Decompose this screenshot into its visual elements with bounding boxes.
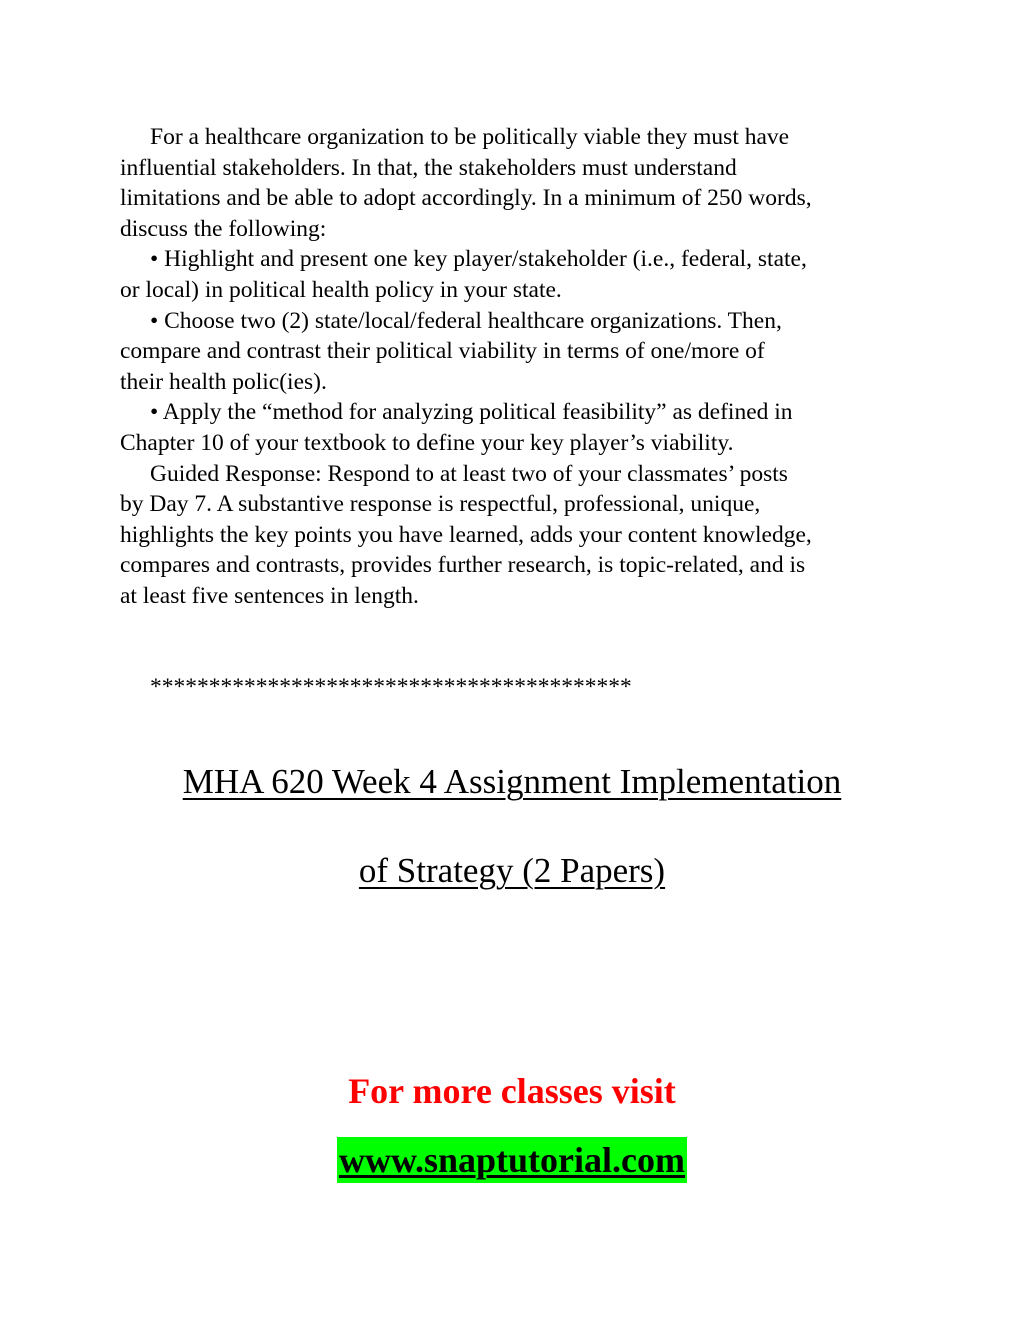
paragraph-line: discuss the following:	[120, 215, 327, 242]
bullet-line: • Highlight and present one key player/stakeholder (i.e., federal, state,	[150, 246, 807, 273]
website-link[interactable]: www.snaptutorial.com	[337, 1137, 687, 1183]
promo-text: For more classes visit	[348, 1071, 676, 1111]
assignment-title-text: MHA 620 Week 4 Assignment Implementation	[182, 762, 842, 801]
bullet-line: • Choose two (2) state/local/federal healthcare organizations. Then,	[150, 307, 782, 334]
paragraph-line: limitations and be able to adopt accordingly. In a minimum of 250 words,	[120, 185, 812, 212]
paragraph-line: For a healthcare organization to be politically viable they must have	[150, 124, 790, 150]
assignment-title-line-2	[0, 849, 1024, 893]
paragraph-line: compares and contrasts, provides further research, is topic-related, and is	[120, 552, 806, 579]
paragraph-line: at least five sentences in length.	[120, 582, 419, 609]
assignment-title-text: of Strategy (2 Papers)	[358, 851, 666, 890]
paragraph-line: Chapter 10 of your textbook to define your key player’s viability.	[120, 429, 734, 456]
bullet-line: • Apply the “method for analyzing political feasibility” as defined in	[150, 399, 793, 426]
separator-stars: *****************************************	[150, 674, 632, 700]
website-link-container	[0, 1137, 1024, 1183]
paragraph-line: their health polic(ies).	[120, 368, 327, 395]
paragraph-line: influential stakeholders. In that, the stakeholders must understand	[120, 154, 737, 181]
paragraph-line: Guided Response: Respond to at least two of your classmates’ posts	[150, 460, 788, 487]
paragraph-line: by Day 7. A substantive response is respectful, professional, unique,	[120, 491, 761, 518]
paragraph-line: highlights the key points you have learned, adds your content knowledge,	[120, 521, 812, 548]
assignment-description	[120, 122, 920, 612]
paragraph-line: compare and contrast their political viability in terms of one/more of	[120, 338, 765, 365]
assignment-title-line-1	[0, 760, 1024, 804]
paragraph-line: or local) in political health policy in your state.	[120, 276, 562, 303]
